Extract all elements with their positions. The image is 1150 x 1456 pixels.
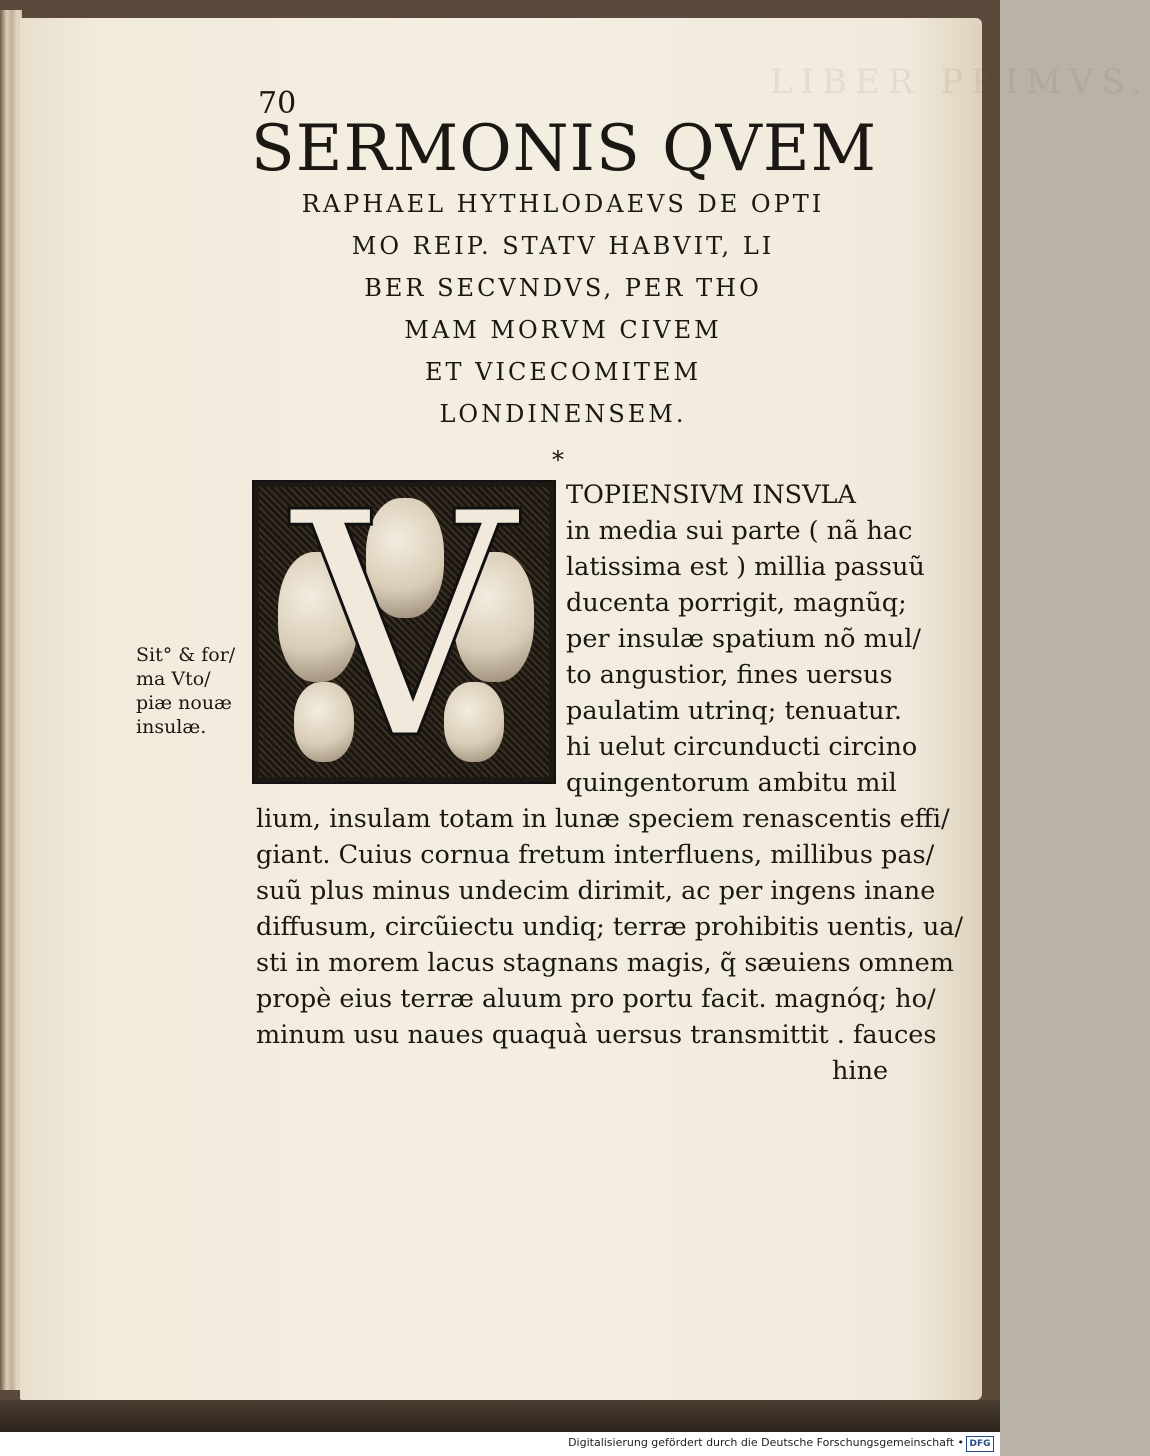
margin-note-line: insulæ. bbox=[136, 716, 207, 738]
subtitle-line-2: MO REIP. STATV HABVIT, LI bbox=[351, 232, 775, 260]
subtitle-line-5: ET VICECOMITEM bbox=[424, 358, 702, 386]
scan-bottom-edge bbox=[0, 1400, 1000, 1432]
subtitle-line-3: BER SECVNDVS, PER THO bbox=[364, 274, 762, 302]
asterisk-ornament: * bbox=[552, 446, 564, 474]
body-line: to angustior, fines uersus bbox=[566, 660, 893, 690]
bleed-through-text: LIBER PRIMVS. bbox=[770, 62, 1150, 102]
body-line: per insulæ spatium nõ mul/ bbox=[566, 624, 921, 654]
body-line: latissima est ) millia passuũ bbox=[566, 552, 925, 582]
margin-note-line: piæ nouæ bbox=[136, 692, 232, 714]
body-line: in media sui parte ( nã hac bbox=[566, 516, 913, 546]
body-line: quingentorum ambitu mil bbox=[566, 768, 897, 798]
body-line: suũ plus minus undecim dirimit, ac per ingens inane bbox=[256, 876, 936, 906]
subtitle-line-4: MAM MORVM CIVEM bbox=[404, 316, 722, 344]
margin-note-line: ma Vto/ bbox=[136, 668, 211, 690]
body-line: giant. Cuius cornua fretum interfluens, millibus pas/ bbox=[256, 840, 935, 870]
body-line: diffusum, circũiectu undiq; terræ prohibitis uentis, ua/ bbox=[256, 912, 964, 942]
catchword: hine bbox=[832, 1056, 889, 1086]
woodcut-initial bbox=[252, 447, 556, 808]
book-page-edges bbox=[0, 10, 22, 1390]
dfg-logo-icon: DFG bbox=[966, 1436, 994, 1452]
body-line: TOPIENSIVM INSVLA bbox=[566, 480, 856, 510]
body-line: paulatim utrinq; tenuatur. bbox=[566, 696, 903, 726]
body-line: minum usu naues quaquà uersus transmittit . fauces bbox=[256, 1020, 937, 1050]
subtitle-line-6: LONDINENSEM. bbox=[439, 400, 687, 428]
margin-note-line: Sit° & for/ bbox=[136, 644, 236, 666]
body-line: hi uelut circunducti circino bbox=[566, 732, 918, 762]
initial-letter: V bbox=[292, 447, 516, 808]
page-number: 70 bbox=[258, 86, 297, 121]
subtitle-line-1: RAPHAEL HYTHLODAEVS DE OPTI bbox=[301, 190, 825, 218]
footer-credit: Digitalisierung gefördert durch die Deutsche Forschungsgemeinschaft • bbox=[568, 1436, 964, 1449]
body-line: ducenta porrigit, magnũq; bbox=[566, 588, 907, 618]
body-line: propè eius terræ aluum pro portu facit. magnóq; ho/ bbox=[256, 984, 936, 1014]
body-line: sti in morem lacus stagnans magis, q̃ sæuiens omnem bbox=[256, 948, 954, 978]
page-title: SERMONIS QVEM bbox=[250, 112, 878, 186]
body-line: lium, insulam totam in lunæ speciem renascentis effi/ bbox=[256, 804, 950, 834]
